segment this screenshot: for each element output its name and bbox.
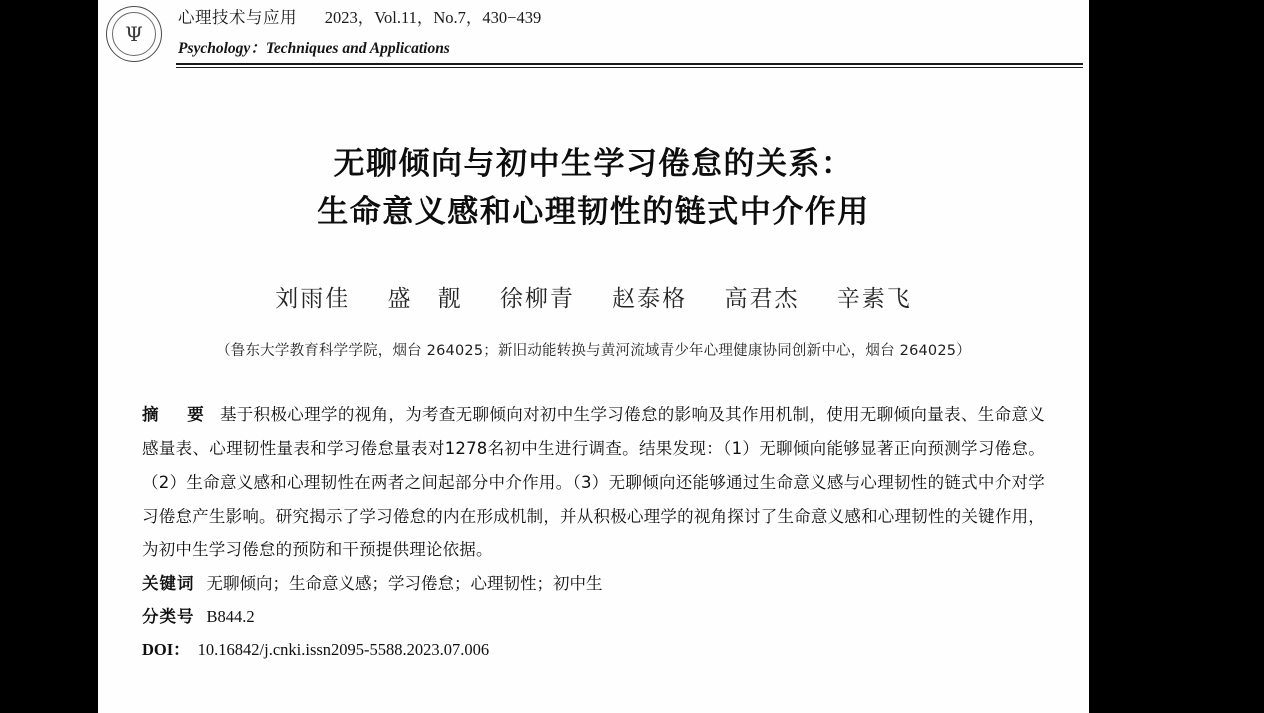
author-1: 刘雨佳 (275, 286, 351, 313)
classification-value: B844.2 (206, 607, 255, 627)
keywords-label: 关键词 (142, 574, 195, 594)
doi-value: 10.16842/j.cnki.issn2095-5588.2023.07.006 (197, 640, 490, 660)
seal-glyph: Ψ (112, 12, 156, 56)
journal-seal-icon (106, 6, 162, 62)
classification-label: 分类号 (142, 607, 195, 627)
keywords-line (142, 567, 1045, 600)
abstract-text: 基于积极心理学的视角，为考查无聊倾向对初中生学习倦怠的影响及其作用机制，使用无聊倾向量表、生命意义感量表、心理韧性量表和学习倦怠量表对1278名初中生进行调查。结果发现：（1）无聊倾向能够显著正向预测学习倦怠。（2）生命意义感和心理韧性在两者之间起部分中介作用。（3）无聊倾向还能够通过生命意义感与心理韧性的链式中介对学习倦怠产生影响。研究揭示了学习倦怠的内在形成机制，并从积极心理学的视角探讨了生命意义感和心理韧性的关键作用，为初中生学习倦怠的预防和干预提供理论依据。 (142, 405, 1046, 560)
page-left-margin (0, 0, 98, 713)
masthead-rule (176, 63, 1083, 68)
paper-sheet (98, 0, 1089, 713)
doi-label: DOI： (142, 640, 190, 660)
journal-title-en: Psychology：Techniques and Applications (178, 40, 450, 57)
rule-thick (176, 63, 1083, 65)
keywords-value: 无聊倾向；生命意义感；学习倦怠；心理韧性；初中生 (206, 574, 603, 594)
author-5: 高君杰 (724, 286, 800, 313)
author-2: 盛 靓 (387, 286, 463, 313)
masthead-text (178, 4, 1085, 58)
abstract-label: 摘 要 (142, 405, 210, 425)
paper-title-line-1: 无聊倾向与初中生学习倦怠的关系： (333, 146, 854, 182)
author-3: 徐柳青 (499, 286, 575, 313)
doi-line (142, 633, 1045, 666)
author-4: 赵泰格 (612, 286, 688, 313)
author-6: 辛素飞 (836, 286, 912, 313)
paper-title (98, 140, 1089, 236)
abstract-block (98, 398, 1089, 666)
journal-title-cn-line (178, 4, 1085, 28)
page-right-margin (1089, 0, 1264, 713)
masthead (98, 0, 1089, 74)
classification-line (142, 600, 1045, 633)
issue-info: 2023，Vol.11，No.7，430−439 (324, 8, 542, 27)
rule-thin (176, 67, 1083, 68)
abstract-paragraph (142, 398, 1045, 567)
journal-title-cn: 心理技术与应用 (178, 8, 297, 27)
paper-title-line-2: 生命意义感和心理韧性的链式中介作用 (317, 194, 870, 231)
affiliation: （鲁东大学教育科学学院，烟台 264025；新旧动能转换与黄河流域青少年心理健康协同创新中心，烟台 264025） (216, 343, 971, 360)
author-list (98, 280, 1089, 313)
